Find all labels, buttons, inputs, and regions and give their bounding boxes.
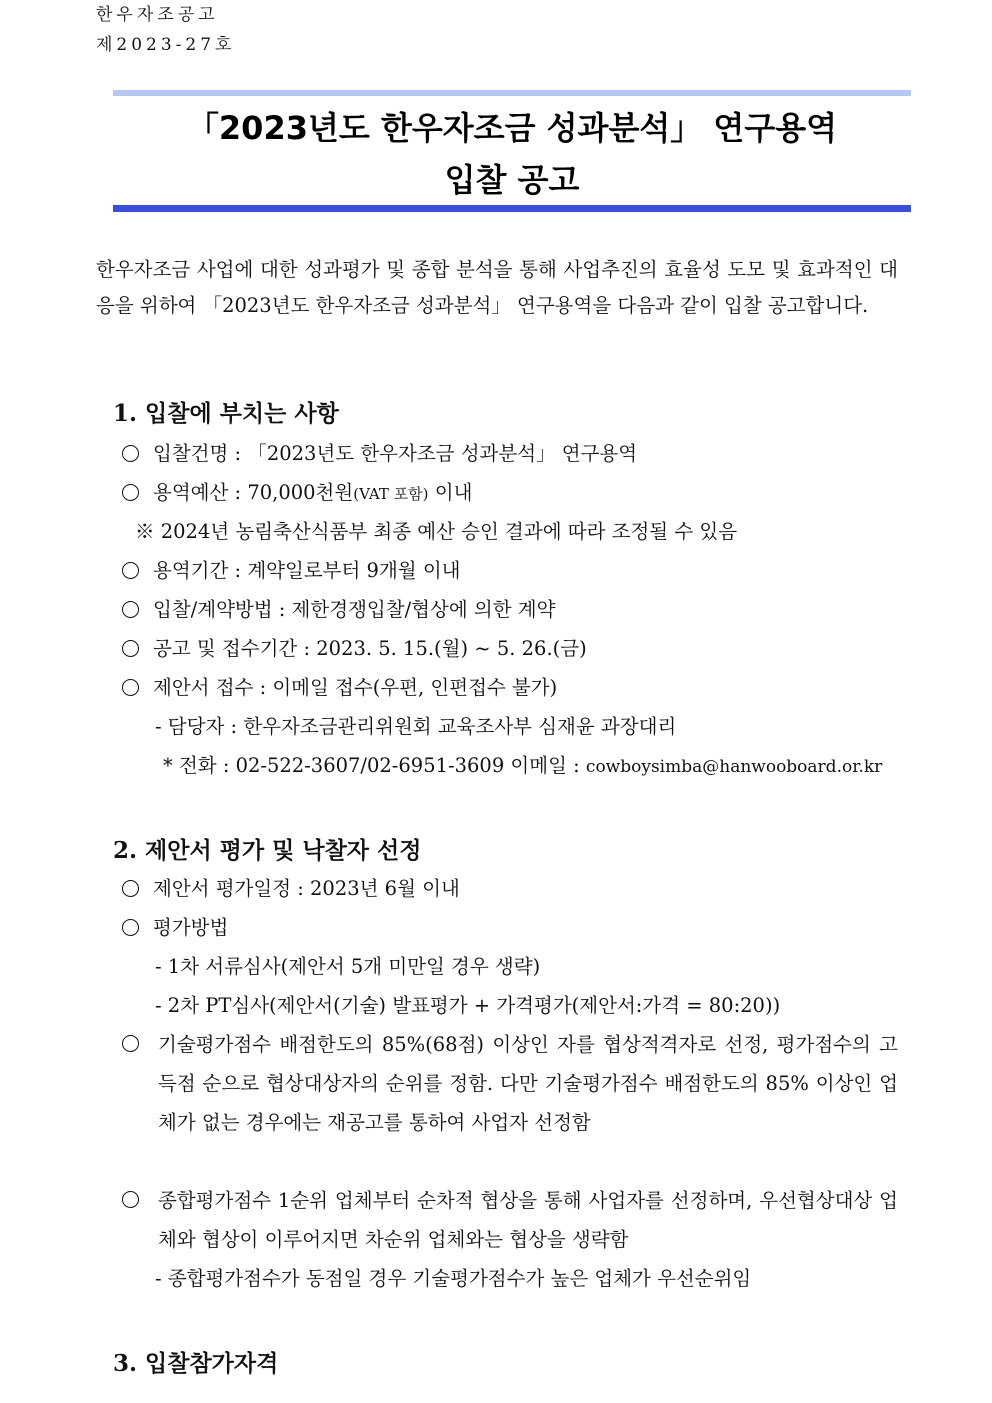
schedule-text: 공고 및 접수기간 : 2023. 5. 15.(월) ~ 5. 26.(금) (153, 637, 587, 660)
schedule-item (122, 635, 587, 663)
section-3-title: 3. 입찰참가자격 (113, 1350, 279, 1377)
intro-paragraph: 한우자조금 사업에 대한 성과평가 및 종합 분석을 통해 사업추진의 효율성 도모 및 효과적인 대응을 위하여 「2023년도 한우자조금 성과분석」 연구용역을 다음과 같이 입찰 공고합니다. (96, 258, 898, 317)
eval-schedule-text: 제안서 평가일정 : 2023년 6월 이내 (153, 877, 460, 900)
method-text: 입찰/계약방법 : 제한경쟁입찰/협상에 의한 계약 (153, 598, 556, 621)
circle-bullet-icon (122, 1191, 139, 1208)
combined-score-item (158, 1181, 898, 1259)
circle-bullet-icon (122, 484, 139, 501)
header-org: 한우자조공고 (96, 5, 219, 25)
submission-item (122, 674, 557, 702)
circle-bullet-icon (122, 640, 139, 657)
page-title (113, 102, 911, 206)
method-item (122, 596, 555, 624)
eval-step-2: - 2차 PT심사(제안서(기술) 발표평가 + 가격평가(제안서:가격 = 80:20)) (155, 994, 781, 1017)
email-link[interactable]: cowboysimba@hanwooboard.or.kr (585, 757, 883, 777)
circle-bullet-icon (122, 880, 139, 897)
title-top-bar (113, 90, 911, 96)
title-box (113, 90, 911, 212)
budget-vat: (VAT 포함) (353, 485, 429, 503)
circle-bullet-icon (122, 1035, 139, 1052)
title-line-1: 「2023년도 한우자조금 성과분석」 연구용역 (186, 109, 838, 147)
eval-step-1: - 1차 서류심사(제안서 5개 미만일 경우 생략) (155, 955, 541, 978)
tech-score-item (158, 1025, 898, 1142)
tie-rule: - 종합평가점수가 동점일 경우 기술평가점수가 높은 업체가 우선순위임 (155, 1267, 752, 1290)
header-number: 제2023-27호 (96, 35, 236, 55)
eval-schedule-item (122, 875, 460, 903)
document-header (96, 0, 235, 60)
circle-bullet-icon (122, 679, 139, 696)
tech-score-text: 기술평가점수 배점한도의 85%(68점) 이상인 자를 협상적격자로 선정, 평가점수의 고득점 순으로 협상대상자의 순위를 정함. 다만 기술평가점수 배점한도의 85% 이상인 업체가 없는 경우에는 재공고를 통하여 사업자 선정함 (158, 1033, 898, 1134)
phone-text: * 전화 : 02-522-3607/02-6951-3609 이메일 : (163, 754, 586, 777)
section-2-title: 2. 제안서 평가 및 낙찰자 선정 (113, 837, 422, 864)
circle-bullet-icon (122, 919, 139, 936)
circle-bullet-icon (122, 445, 139, 462)
eval-method-item (122, 914, 228, 942)
period-text: 용역기간 : 계약일로부터 9개월 이내 (153, 559, 461, 582)
contact-line: - 담당자 : 한우자조금관리위원회 교육조사부 심재윤 과장대리 (155, 715, 677, 738)
section-1-title: 1. 입찰에 부치는 사항 (113, 400, 339, 427)
budget-text: 용역예산 : 70,000천원 (153, 481, 354, 504)
budget-item (122, 479, 472, 508)
submission-text: 제안서 접수 : 이메일 접수(우편, 인편접수 불가) (153, 676, 558, 699)
period-item (122, 557, 461, 585)
circle-bullet-icon (122, 562, 139, 579)
budget-tail: 이내 (428, 481, 473, 504)
title-bottom-bar (113, 205, 911, 212)
circle-bullet-icon (122, 601, 139, 618)
title-line-2: 입찰 공고 (444, 161, 580, 199)
bid-name-item (122, 440, 637, 468)
phone-line (163, 752, 882, 781)
bid-name-text: 입찰건명 : 「2023년도 한우자조금 성과분석」 연구용역 (153, 442, 638, 465)
eval-method-text: 평가방법 (153, 916, 229, 939)
budget-note: ※ 2024년 농림축산식품부 최종 예산 승인 결과에 따라 조정될 수 있음 (135, 520, 738, 543)
combined-score-text: 종합평가점수 1순위 업체부터 순차적 협상을 통해 사업자를 선정하며, 우선협상대상 업체와 협상이 이루어지면 차순위 업체와는 협상을 생략함 (158, 1189, 898, 1251)
